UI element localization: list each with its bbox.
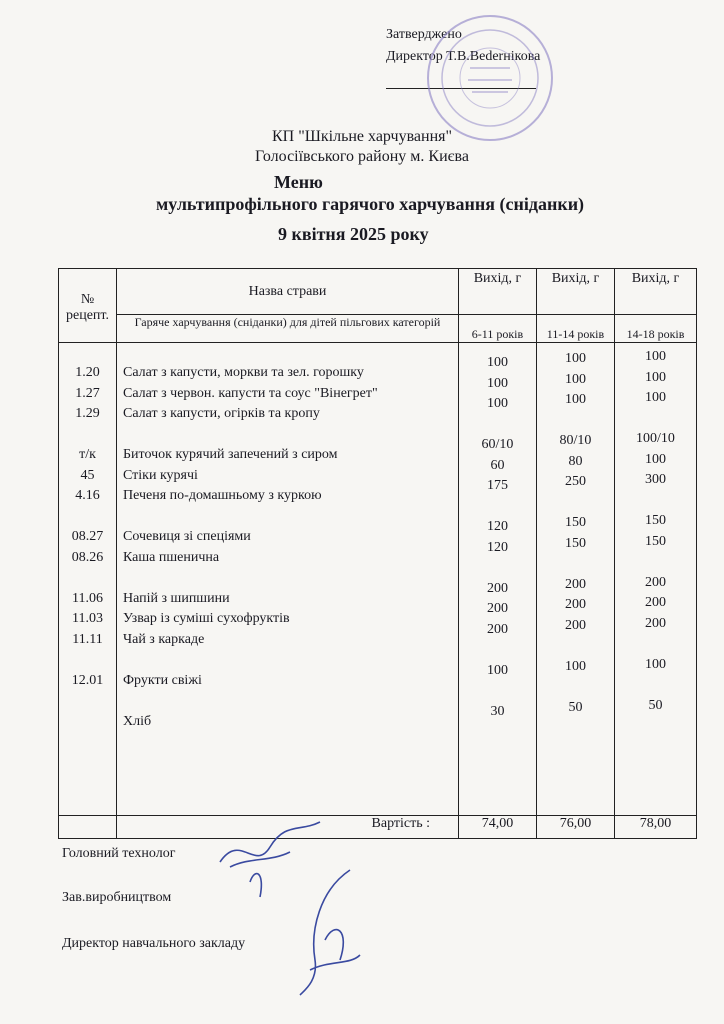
sig-chief-technologist: Головний технолог [62, 846, 176, 861]
output-cell: 60/10 [481, 437, 514, 452]
recipe-cell: 11.06 [72, 590, 103, 606]
name-column [117, 343, 459, 816]
output-cell: 80 [568, 453, 583, 469]
output-column-3 [615, 343, 697, 816]
dish-name: Хліб [123, 713, 152, 729]
sig-production-head: Зав.виробництвом [62, 890, 172, 905]
output-cell: 50 [568, 699, 583, 715]
output-cell: 100 [565, 658, 586, 674]
age-group-1: 6-11 років [459, 315, 537, 343]
output-cell: 50 [648, 697, 663, 713]
table-header-row [59, 269, 697, 315]
recipe-cell: 1.29 [75, 406, 100, 421]
output-cell: 200 [565, 576, 586, 592]
total-label: Вартість : [117, 816, 459, 839]
table-body-row [59, 343, 697, 816]
age-group-2: 11-14 років [537, 315, 615, 343]
total-3: 78,00 [615, 816, 697, 839]
dish-name: Салат з червон. капусти та соус "Вінегрет" [123, 385, 378, 401]
col-name-header: Назва страви [117, 269, 459, 315]
output-cell: 200 [487, 601, 508, 616]
menu-subtitle: мультипрофільного гарячого харчування (сніданки) [156, 194, 585, 214]
output-cell: 150 [565, 535, 586, 551]
menu-title: Меню [274, 172, 323, 192]
dish-name: Каша пшенична [123, 549, 220, 565]
output-column-1 [459, 343, 537, 816]
sig-school-director: Директор навчального закладу [62, 936, 246, 951]
recipe-cell: т/к [79, 447, 96, 462]
output-cell: 175 [487, 478, 508, 493]
output-cell: 30 [490, 703, 505, 719]
output-cell: 100 [645, 349, 666, 364]
output-column-2 [537, 343, 615, 816]
recipe-cell: 4.16 [75, 488, 100, 503]
recipe-cell: 1.20 [75, 365, 100, 380]
recipe-column [59, 343, 117, 816]
director-approval: Директор Т.В.Веderнікова [386, 49, 541, 64]
dish-name: Салат з капусти, моркви та зел. горошку [123, 365, 364, 380]
dish-name: Фрукти свіжі [123, 672, 202, 688]
col-output-header-3: Вихід, г [615, 269, 697, 315]
dish-name: Напій з шипшини [123, 590, 230, 606]
approved-label: Затверджено [386, 27, 462, 42]
recipe-cell: 11.03 [72, 611, 103, 626]
output-cell: 100 [487, 662, 508, 678]
official-stamp [420, 8, 560, 148]
output-cell: 100 [645, 369, 666, 385]
dish-name: Стіки курячі [123, 467, 198, 483]
output-cell: 200 [645, 595, 666, 610]
total-2: 76,00 [537, 816, 615, 839]
output-cell: 200 [565, 617, 586, 633]
output-cell: 120 [487, 539, 508, 555]
menu-date: 9 квітня 2025 року [278, 224, 429, 244]
output-cell: 100 [565, 392, 586, 407]
output-cell: 200 [487, 580, 508, 596]
recipe-cell [59, 712, 116, 733]
org-line-2: Голосіївського району м. Києва [255, 148, 469, 165]
output-cell: 100 [565, 351, 586, 366]
output-cell: 60 [490, 457, 505, 473]
output-cell: 150 [565, 515, 586, 530]
menu-table [58, 268, 697, 839]
output-cell: 150 [645, 533, 666, 549]
recipe-cell: 1.27 [75, 385, 100, 401]
recipe-cell: 45 [80, 467, 95, 483]
col-recipe-header: № рецепт. [59, 269, 117, 343]
output-cell: 100/10 [636, 431, 675, 446]
dish-name: Узвар із суміші сухофруктів [123, 611, 290, 626]
recipe-cell: 12.01 [71, 672, 104, 688]
output-cell: 100 [645, 451, 666, 467]
output-cell: 100 [487, 396, 508, 411]
output-cell: 100 [487, 355, 508, 370]
output-cell: 300 [645, 472, 666, 487]
dish-name: Чай з каркаде [123, 631, 205, 647]
dish-name: Биточок курячий запечений з сиром [123, 447, 338, 462]
handwritten-signature-director [280, 860, 370, 1000]
output-cell: 200 [645, 574, 666, 590]
output-cell: 200 [645, 615, 666, 631]
col-output-header-2: Вихід, г [537, 269, 615, 315]
output-cell: 120 [487, 519, 508, 534]
output-cell: 100 [645, 390, 666, 405]
total-1: 74,00 [459, 816, 537, 839]
recipe-cell: 08.26 [71, 549, 104, 565]
table-subheader-row [59, 315, 697, 343]
output-cell: 150 [645, 513, 666, 528]
total-row [59, 816, 697, 839]
output-cell: 200 [565, 597, 586, 612]
col-output-header-1: Вихід, г [459, 269, 537, 315]
output-cell: 100 [487, 375, 508, 391]
output-cell: 250 [565, 474, 586, 489]
output-cell: 100 [565, 371, 586, 387]
age-group-3: 14-18 років [615, 315, 697, 343]
output-cell: 100 [645, 656, 666, 672]
recipe-cell: 11.11 [72, 631, 103, 647]
dish-name: Сочевиця зі спеціями [123, 529, 251, 544]
output-cell: 80/10 [559, 433, 592, 448]
total-empty-cell [59, 816, 117, 839]
recipe-cell: 08.27 [71, 529, 104, 544]
dish-name: Печеня по-домашньому з куркою [123, 488, 322, 503]
org-line-1: КП "Шкільне харчування" [271, 128, 453, 145]
category-label: Гаряче харчування (сніданки) для дітей пільгових категорій [117, 315, 459, 343]
dish-name: Салат з капусти, огірків та кропу [123, 406, 320, 421]
output-cell: 200 [487, 621, 508, 637]
